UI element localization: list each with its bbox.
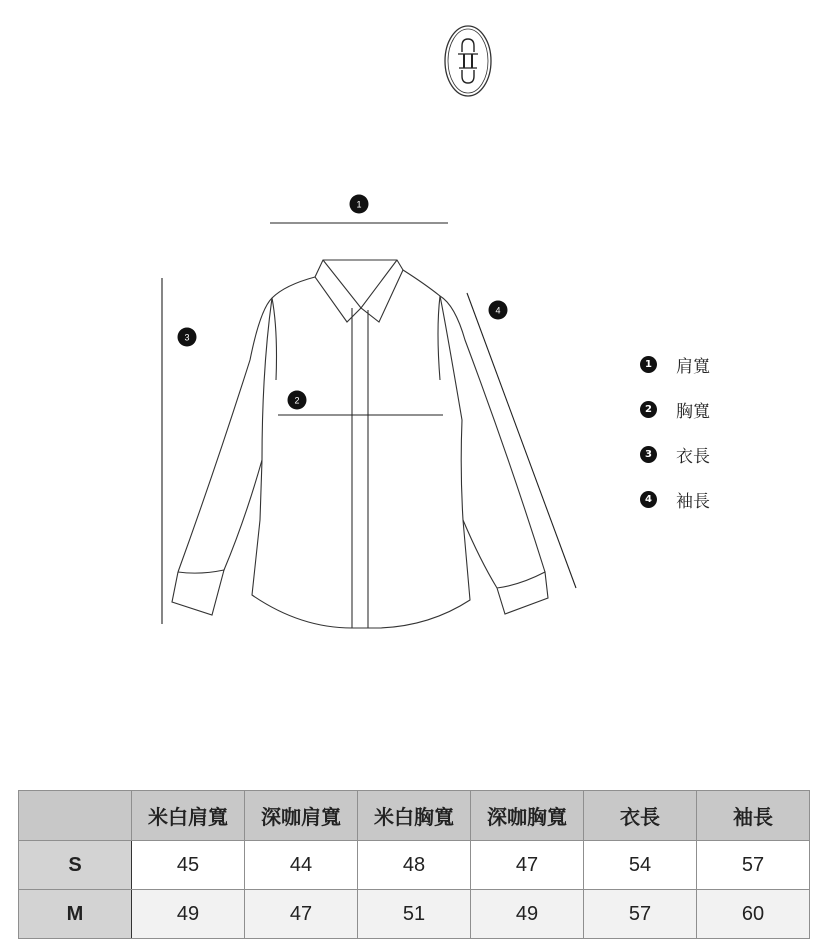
table-header-row (19, 791, 810, 841)
size-chart-table (18, 790, 810, 939)
column-header: 米白胸寬 (358, 791, 471, 841)
marker-1 (350, 195, 369, 214)
marker-3 (178, 328, 197, 347)
legend-number: 2 (640, 401, 657, 418)
legend-number: 4 (640, 491, 657, 508)
sleeve-measure-line (467, 293, 576, 588)
table-cell: 49 (471, 890, 584, 939)
legend-label: 胸寬 (676, 401, 710, 422)
table-cell: 57 (697, 841, 810, 890)
table-cell: 44 (245, 841, 358, 890)
legend-number: 1 (640, 356, 657, 373)
table-cell: 60 (697, 890, 810, 939)
table-cell: 47 (471, 841, 584, 890)
table-cell: 47 (245, 890, 358, 939)
legend-number: 3 (640, 446, 657, 463)
legend-label: 肩寬 (676, 356, 710, 377)
table-cell: 45 (132, 841, 245, 890)
legend-item (640, 353, 710, 375)
marker-4 (489, 301, 508, 320)
legend-item (640, 398, 710, 420)
size-label: S (19, 841, 132, 890)
table-cell: 48 (358, 841, 471, 890)
table-cell: 51 (358, 890, 471, 939)
column-header: 米白肩寬 (132, 791, 245, 841)
table-row (19, 841, 810, 890)
table-cell: 57 (584, 890, 697, 939)
table-corner-cell (19, 791, 132, 841)
svg-text:2: 2 (294, 395, 300, 406)
column-header: 深咖胸寬 (471, 791, 584, 841)
table-row (19, 890, 810, 939)
size-label: M (19, 890, 132, 939)
table-cell: 54 (584, 841, 697, 890)
column-header: 衣長 (584, 791, 697, 841)
svg-text:4: 4 (495, 305, 501, 316)
measurement-lines (162, 223, 576, 624)
legend-item (640, 488, 710, 510)
svg-text:3: 3 (184, 332, 190, 343)
column-header: 袖長 (697, 791, 810, 841)
marker-2 (288, 391, 307, 410)
measurement-legend (640, 353, 710, 533)
column-header: 深咖肩寬 (245, 791, 358, 841)
svg-text:1: 1 (356, 199, 362, 210)
diagram-markers (178, 195, 508, 410)
table-cell: 49 (132, 890, 245, 939)
legend-label: 袖長 (676, 491, 710, 512)
legend-item (640, 443, 710, 465)
legend-label: 衣長 (676, 446, 710, 467)
